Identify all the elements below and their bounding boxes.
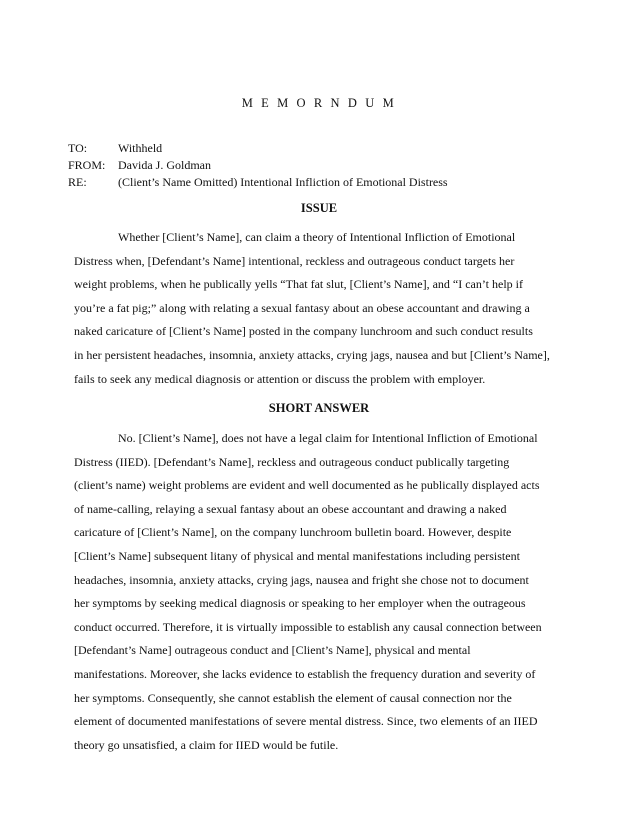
short-answer-line: her symptoms by seeking medical diagnosis or speaking to her employer when the outrageous [74, 596, 526, 611]
short-answer-line: [Defendant’s Name] outrageous conduct and [Client’s Name], physical and mental [74, 643, 471, 658]
issue-line: you’re a fat pig;” along with relating a sexual fantasy about an obese accountant and drawing a [74, 300, 530, 315]
short-answer-line: No. [Client’s Name], does not have a legal claim for Intentional Infliction of Emotional [118, 431, 538, 445]
header-value-to: Withheld [118, 141, 163, 155]
short-answer-line: theory go unsatisfied, a claim for IIED would be futile. [74, 737, 339, 752]
short-answer-line: (client’s name) weight problems are evident and well documented as he publically displayed acts [74, 478, 540, 493]
header-value-re: (Client’s Name Omitted) Intentional Infliction of Emotional Distress [118, 175, 448, 189]
short-answer-line: manifestations. Moreover, she lacks evidence to establish the frequency duration and severity of [74, 666, 536, 681]
short-answer-line: caricature of [Client’s Name], on the company lunchroom bulletin board. However, despite [74, 525, 512, 540]
header-value-from: Davida J. Goldman [118, 158, 211, 172]
header-label-from: FROM: [68, 158, 106, 172]
short-answer-heading: SHORT ANSWER [268, 401, 370, 415]
header-row-re [68, 174, 448, 191]
short-answer-line: her symptoms. Consequently, she cannot establish the element of causal connection nor the [74, 690, 512, 705]
issue-line: Distress when, [Defendant’s Name] intentional, reckless and outrageous conduct targets her [74, 253, 515, 268]
memo-header [68, 140, 448, 191]
short-answer-line: element of documented manifestations of severe mental distress. Since, two elements of an IIED [74, 714, 538, 729]
short-answer-paragraph [74, 427, 574, 757]
issue-line: weight problems, when he publically yells “That fat slut, [Client’s Name], and “I can’t help if [74, 277, 523, 292]
issue-line: in her persistent headaches, insomnia, anxiety attacks, crying jags, nausea and but [Client’s Name], [74, 347, 550, 362]
memo-title: M E M O R N D U M [241, 96, 397, 110]
issue-heading: ISSUE [300, 201, 338, 215]
issue-paragraph [74, 226, 574, 391]
issue-line: fails to seek any medical diagnosis or attention or discuss the problem with employer. [74, 371, 486, 386]
short-answer-line: Distress (IIED). [Defendant’s Name], reckless and outrageous conduct publically targeting [74, 454, 510, 469]
short-answer-line: of name-calling, relaying a sexual fantasy about an obese accountant and drawing a naked [74, 501, 507, 516]
short-answer-line: headaches, insomnia, anxiety attacks, crying jags, nausea and fright she chose not to document [74, 572, 529, 587]
issue-line: naked caricature of [Client’s Name] posted in the company lunchroom and such conduct results [74, 324, 533, 339]
header-label-to: TO: [68, 141, 88, 155]
header-label-re: RE: [68, 175, 87, 189]
header-row-from [68, 157, 448, 174]
short-answer-line: [Client’s Name] subsequent litany of physical and mental manifestations including persistent [74, 548, 520, 563]
header-row-to [68, 140, 448, 157]
issue-line: Whether [Client’s Name], can claim a theory of Intentional Infliction of Emotional [118, 230, 516, 244]
short-answer-line: conduct occurred. Therefore, it is virtually impossible to establish any causal connection between [74, 619, 542, 634]
